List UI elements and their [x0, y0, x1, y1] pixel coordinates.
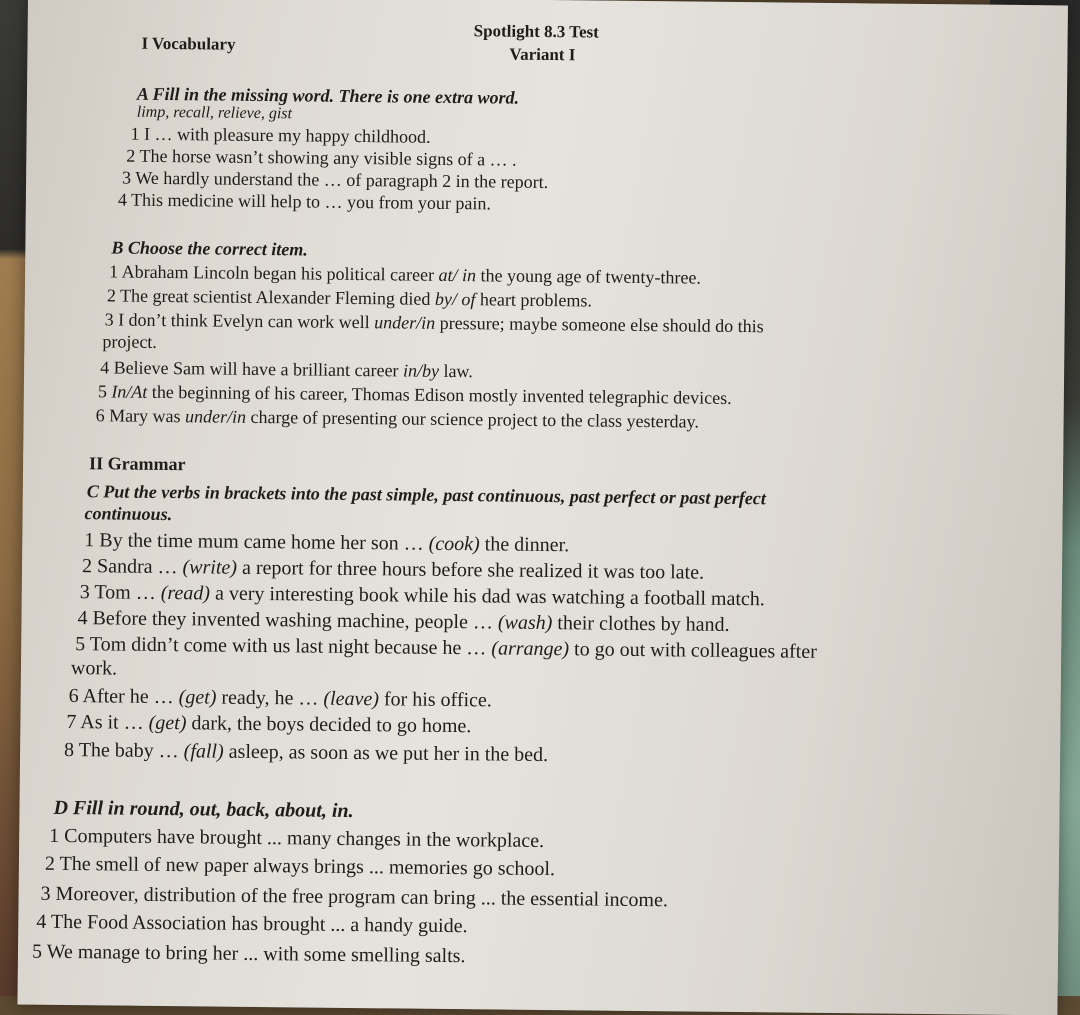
section-d-item-1: 1 Computers have brought ... many changes in the workplace.: [49, 824, 545, 853]
section-a-item-3: 3 We hardly understand the … of paragraph 2 in the report.: [122, 167, 549, 193]
section-c-item-6: 6 After he … (get) ready, he … (leave) for his office.: [68, 685, 492, 712]
section-a-item-1: 1 I … with pleasure my happy childhood.: [130, 123, 431, 147]
section-b-item-4: 4 Believe Sam will have a brilliant career in/by law.: [100, 357, 473, 382]
section-c-item-8: 8 The baby … (fall) asleep, as soon as we put her in the bed.: [64, 738, 549, 767]
section-d-item-3: 3 Moreover, distribution of the free program can bring ... the essential income.: [40, 882, 669, 912]
section-c-item-4: 4 Before they invented washing machine, people … (wash) their clothes by hand.: [77, 607, 730, 636]
sheet-content: [18, 0, 1068, 1001]
test-title: Spotlight 8.3 Test: [473, 21, 599, 42]
section-a-word-bank: limp, recall, relieve, gist: [136, 103, 293, 123]
test-sheet: [17, 0, 1068, 1015]
section-d-item-5: 5 We manage to bring her ... with some smelling salts.: [31, 940, 466, 968]
section-b-item-5: 5 In/At the beginning of his career, Thomas Edison mostly invented telegraphic devices.: [97, 381, 732, 408]
section-c-item-5: 5 Tom didn’t come with us last night because he … (arrange) to go out with colleagues after: [75, 633, 817, 663]
section-b-item-2: 2 The great scientist Alexander Fleming died by/ of heart problems.: [106, 285, 593, 311]
section-d-item-2: 2 The smell of new paper always brings ... memories go school.: [44, 852, 556, 881]
section-b-item-6: 6 Mary was under/in charge of presenting our science project to the class yesterday.: [95, 405, 700, 432]
section-c-task-cont: continuous.: [84, 503, 173, 525]
section-b-item-1: 1 Abraham Lincoln began his political career at/ in the young age of twenty-three.: [109, 261, 702, 288]
section-a-task: A Fill in the missing word. There is one extra word.: [136, 83, 520, 108]
section-a-item-4: 4 This medicine will help to … you from your pain.: [117, 189, 492, 214]
section-c-item-2: 2 Sandra … (write) a report for three hours before she realized it was too late.: [81, 555, 705, 584]
section-a-item-2: 2 The horse wasn’t showing any visible signs of a … .: [126, 145, 517, 170]
section-d-task: D Fill in round, out, back, about, in.: [53, 796, 354, 823]
section-d-item-4: 4 The Food Association has brought ... a handy guide.: [36, 910, 468, 938]
section-c-item-7: 7 As it … (get) dark, the boys decided to go home.: [66, 710, 472, 738]
section-c-task: C Put the verbs in brackets into the past simple, past continuous, past perfect or past perfect: [86, 481, 766, 509]
section-b-task: B Choose the correct item.: [111, 237, 308, 260]
section-c-item-3: 3 Tom … (read) a very interesting book while his dad was watching a football match.: [79, 581, 765, 611]
section-b-item-3: 3 I don’t think Evelyn can work well under/in pressure; maybe someone else should do this: [104, 309, 764, 337]
section-vocabulary-heading: I Vocabulary: [141, 33, 236, 54]
section-c-item-1: 1 By the time mum came home her son … (cook) the dinner.: [84, 529, 570, 557]
variant-label: Variant I: [509, 44, 576, 65]
section-c-item-5-cont: work.: [70, 657, 118, 680]
section-b-item-3-cont: project.: [102, 331, 157, 352]
section-grammar-heading: II Grammar: [89, 453, 186, 475]
